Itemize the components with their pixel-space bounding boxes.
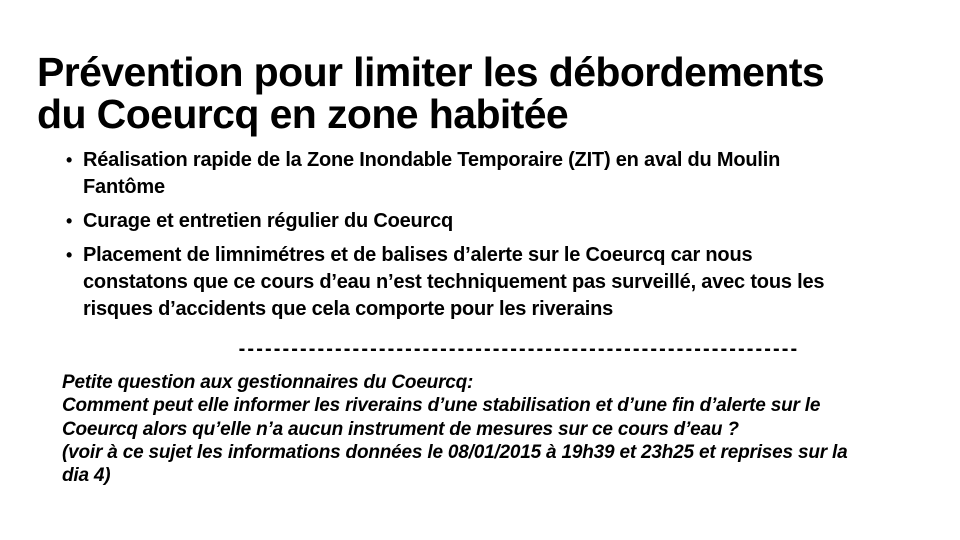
- bullet-icon: •: [66, 211, 73, 231]
- bullet-icon: •: [66, 245, 73, 265]
- bullet-icon: •: [66, 150, 73, 170]
- question-line: (voir à ce sujet les informations données le 08/01/2015 à 19h39 et 23h25 et reprises sur la: [62, 441, 848, 463]
- bullet-text-line: risques d’accidents que cela comporte pour les riverains: [83, 298, 614, 320]
- question-block: [62, 371, 957, 487]
- list-item: [66, 208, 946, 235]
- bullet-text-line: Réalisation rapide de la Zone Inondable Temporaire (ZIT) en aval du Moulin: [83, 149, 781, 171]
- dashed-divider: ----------------------------------------------------------------: [238, 338, 800, 360]
- slide-title: [37, 49, 825, 138]
- slide-title-line: du Coeurcq en zone habitée: [37, 91, 569, 138]
- slide-title-line: Prévention pour limiter les débordements: [37, 49, 825, 96]
- bullet-text-line: Placement de limnimétres et de balises d’alerte sur le Coeurcq car nous: [83, 244, 753, 266]
- question-line: Comment peut elle informer les riverains d’une stabilisation et d’une fin d’alerte sur le: [62, 395, 821, 417]
- bullet-text-line: Curage et entretien régulier du Coeurcq: [83, 210, 454, 232]
- question-line: Petite question aux gestionnaires du Coeurcq:: [62, 372, 474, 393]
- bullet-text: [83, 147, 780, 201]
- question-line: Coeurcq alors qu’elle n’a aucun instrument de mesures sur ce cours d’eau ?: [62, 418, 739, 440]
- bullet-text-line: constatons que ce cours d’eau n’est techniquement pas surveillé, avec tous les: [83, 271, 825, 293]
- list-item: [66, 242, 946, 323]
- bullet-text: [83, 242, 824, 323]
- question-line: dia 4): [62, 465, 111, 487]
- bullet-list: [66, 147, 946, 330]
- list-item: [66, 147, 946, 201]
- bullet-text: [83, 208, 453, 235]
- bullet-text-line: Fantôme: [83, 176, 165, 198]
